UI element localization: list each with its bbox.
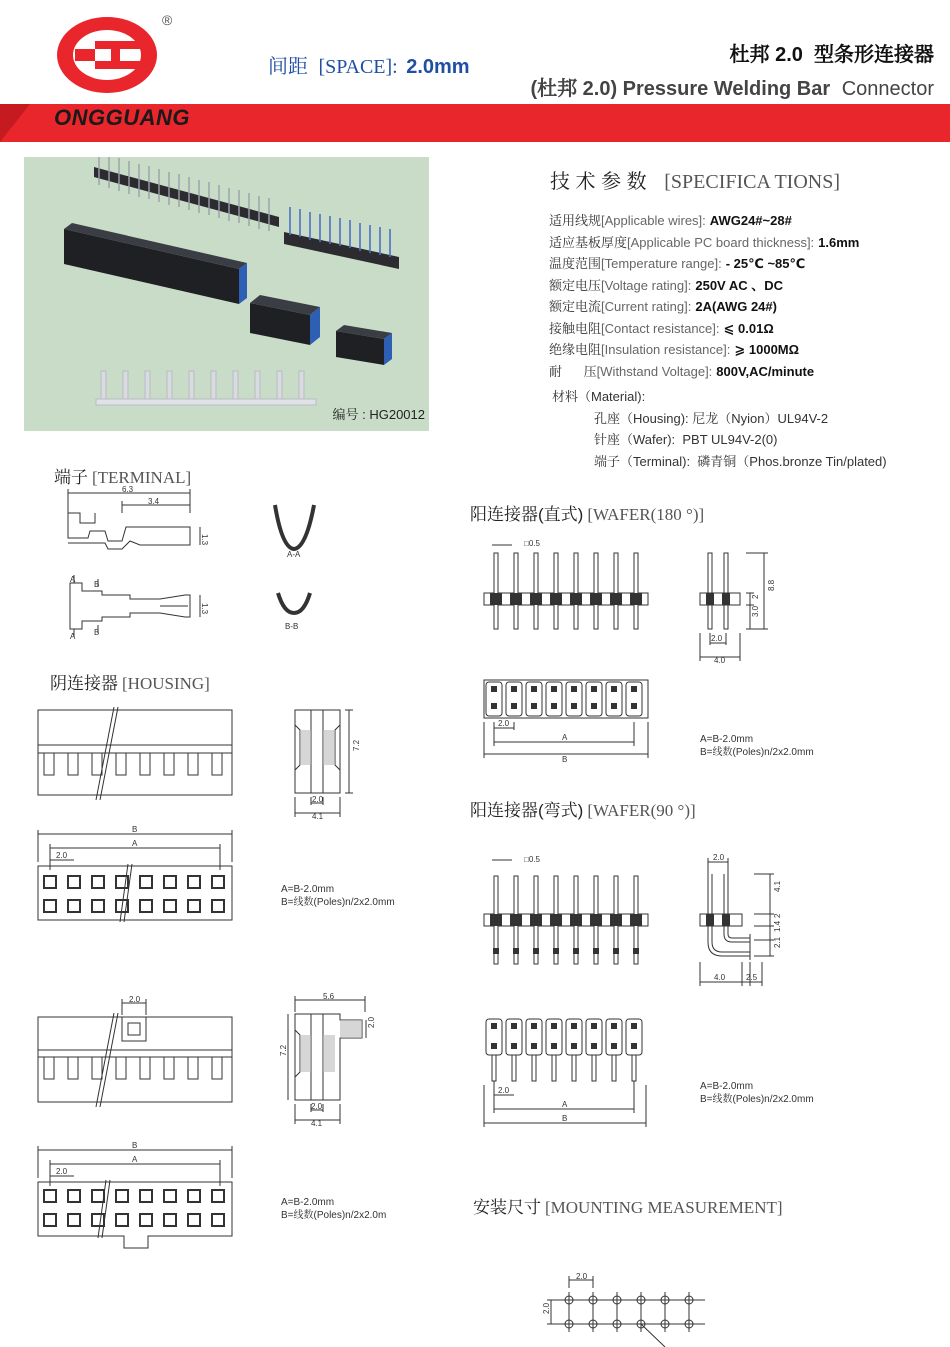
- wafer90-note: A=B-2.0mm B=线数(Poles)n/2x2.0mm: [700, 1081, 814, 1105]
- spacing-value: 2.0mm: [406, 56, 470, 78]
- title-en-rest: Connector: [841, 78, 934, 100]
- svg-text:4.1: 4.1: [311, 1119, 323, 1128]
- svg-text:B: B: [94, 580, 100, 589]
- wafer180-note: A=B-2.0mm B=线数(Poles)n/2x2.0mm: [700, 734, 814, 758]
- svg-text:6.3: 6.3: [122, 485, 134, 494]
- specs-title-en: [SPECIFICA TIONS]: [664, 171, 841, 193]
- housing-front-view-1: [36, 705, 236, 800]
- spacing-label: [268, 50, 470, 79]
- material-wafer: 针座（Wafer): PBT UL94V-2(0): [594, 432, 778, 447]
- svg-text:2.0: 2.0: [576, 1272, 588, 1281]
- svg-text:3.4: 3.4: [148, 497, 160, 506]
- svg-text:B: B: [562, 755, 568, 764]
- svg-text:A: A: [70, 632, 76, 641]
- spec-row-wires: 适用线规[Applicable wires]: AWG24#~28#: [549, 213, 792, 228]
- svg-text:2.0: 2.0: [711, 634, 723, 643]
- title-en-bold: (杜邦 2.0) Pressure Welding Bar: [530, 78, 831, 100]
- wafer180-top-view: [478, 672, 658, 764]
- svg-text:A: A: [562, 1100, 568, 1109]
- svg-text:4.1: 4.1: [312, 812, 324, 821]
- housing-front-view-2: [36, 995, 236, 1107]
- housing-side-view-2: [270, 990, 380, 1130]
- housing-side-view-1: [285, 705, 365, 825]
- material-label: 材料（Material):: [552, 389, 646, 404]
- svg-text:A: A: [562, 733, 568, 742]
- wafer90-top-view: [478, 1015, 658, 1130]
- svg-text:8.8: 8.8: [767, 579, 776, 591]
- svg-text:B: B: [132, 1141, 138, 1150]
- terminal-title: 端子 [TERMINAL]: [54, 468, 192, 487]
- svg-text:4.0: 4.0: [714, 973, 726, 982]
- wafer90-side-view: [690, 852, 785, 992]
- pin-strip-right-angle: [284, 207, 399, 269]
- specs-title: [550, 165, 840, 194]
- svg-text:4.1: 4.1: [773, 880, 782, 892]
- housing-medium: [250, 295, 320, 345]
- housing-long: [64, 223, 247, 304]
- wafer180-side-view: [690, 545, 780, 665]
- material-housing: 孔座（Housing): 尼龙（Nyion）UL94V-2: [594, 411, 829, 426]
- housing-title: 阴连接器 [HOUSING]: [50, 674, 210, 693]
- title-en: [530, 72, 934, 101]
- mounting-title: 安装尺寸 [MOUNTING MEASUREMENT]: [473, 1198, 783, 1217]
- svg-text:2.0: 2.0: [498, 719, 510, 728]
- svg-text:2.0: 2.0: [312, 795, 324, 804]
- brand-text: ONGGUANG: [54, 105, 190, 130]
- wafer180-title: 阳连接器(直式) [WAFER(180 °)]: [470, 505, 705, 524]
- svg-text:2.0: 2.0: [367, 1016, 376, 1028]
- svg-text:2.0: 2.0: [129, 995, 141, 1004]
- mounting-drawing: [535, 1268, 735, 1347]
- svg-text:A: A: [132, 1155, 138, 1164]
- svg-text:2.0: 2.0: [311, 1102, 323, 1111]
- housing-small: [336, 325, 392, 365]
- svg-text:B: B: [132, 825, 138, 834]
- housing-top-view-2: [36, 1138, 236, 1253]
- spec-row-current: 额定电流[Current rating]: 2A(AWG 24#): [549, 299, 777, 314]
- spec-row-withstand: 耐 压[Withstand Voltage]: 800V,AC/minute: [549, 364, 815, 379]
- specs-title-cn: 技 术 参 数: [550, 171, 647, 193]
- housing-top-view-1: [36, 822, 236, 924]
- product-photo: [24, 157, 429, 431]
- svg-text:2.5: 2.5: [746, 973, 758, 982]
- material-terminal: 端子（Terminal): 磷青铜（Phos.bronze Tin/plated): [594, 454, 887, 469]
- svg-text:4.0: 4.0: [714, 656, 726, 665]
- svg-text:3.0: 3.0: [751, 605, 760, 617]
- svg-text:5.6: 5.6: [323, 992, 335, 1001]
- svg-text:2: 2: [751, 594, 760, 599]
- title-cn: 杜邦 2.0 型条形连接器: [729, 44, 934, 66]
- spec-row-contact: 接触电阻[Contact resistance]: ⩽ 0.01Ω: [549, 321, 774, 336]
- spacing-en: [SPACE]:: [318, 56, 398, 78]
- brand-logo-icon: [55, 15, 160, 95]
- wafer180-front-view: [478, 535, 658, 635]
- svg-text:A: A: [132, 839, 138, 848]
- product-render-icon: [24, 157, 429, 431]
- svg-text:A-A: A-A: [287, 550, 301, 559]
- svg-text:2.0: 2.0: [56, 851, 68, 860]
- pin-strip-long: [94, 157, 279, 231]
- brand-c-icon: [30, 107, 52, 129]
- svg-text:2.0: 2.0: [713, 853, 725, 862]
- svg-text:2.0: 2.0: [56, 1167, 68, 1176]
- spec-row-temperature: 温度范围[Temperature range]: - 25℃ ~85℃: [549, 256, 806, 271]
- svg-text:2.1: 2.1: [773, 936, 782, 948]
- housing-note-1: A=B-2.0mm B=线数(Poles)n/2x2.0mm: [281, 884, 395, 908]
- spec-row-insulation: 绝缘电阻[Insulation resistance]: ⩾ 1000MΩ: [549, 342, 800, 357]
- svg-text:2: 2: [773, 913, 782, 918]
- spec-row-voltage: 额定电压[Voltage rating]: 250V AC 、DC: [549, 278, 784, 293]
- svg-text:1.3: 1.3: [200, 603, 209, 615]
- svg-text:A: A: [70, 575, 76, 584]
- housing-note-2: A=B-2.0mm B=线数(Poles)n/2x2.0m: [281, 1197, 387, 1221]
- svg-text:7.2: 7.2: [279, 1044, 288, 1056]
- spacing-cn: 间距: [268, 56, 308, 78]
- svg-text:1.3: 1.3: [200, 534, 209, 546]
- svg-text:□0.5: □0.5: [524, 539, 540, 548]
- svg-text:7.2: 7.2: [352, 739, 361, 751]
- svg-text:B: B: [94, 628, 100, 637]
- spec-row-pcb: 适应基板厚度[Applicable PC board thickness]: 1.6mm: [549, 235, 860, 250]
- svg-text:2.0: 2.0: [498, 1086, 510, 1095]
- product-code: 编号 : HG20012: [332, 407, 425, 422]
- svg-text:1.4: 1.4: [773, 920, 782, 932]
- terminal-reel: [96, 371, 316, 405]
- wafer90-title: 阳连接器(弯式) [WAFER(90 °)]: [470, 801, 696, 820]
- svg-text:B-B: B-B: [285, 622, 299, 631]
- svg-text:B: B: [562, 1114, 568, 1123]
- svg-text:2.0: 2.0: [542, 1302, 551, 1314]
- svg-text:□0.5: □0.5: [524, 855, 540, 864]
- terminal-drawing: [60, 483, 340, 643]
- registered-mark: ®: [162, 12, 173, 28]
- header: [0, 0, 950, 145]
- wafer90-front-view: [478, 852, 658, 972]
- brand-name: [30, 104, 190, 132]
